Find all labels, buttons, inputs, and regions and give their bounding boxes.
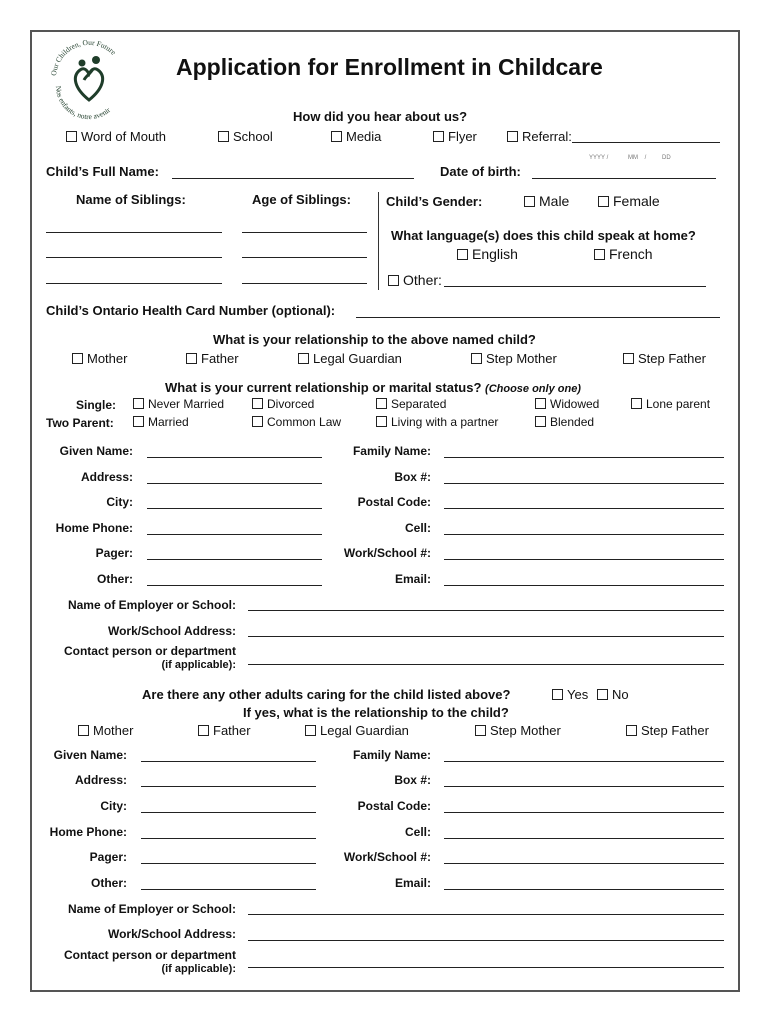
family-name-label: Family Name: [352, 444, 431, 458]
gender-female[interactable]: Female [598, 193, 660, 209]
adult-home-phone-label: Home Phone: [49, 825, 127, 839]
if-yes-question: If yes, what is the relationship to the child? [243, 705, 509, 720]
work-address-field[interactable] [248, 636, 724, 637]
postal-code-field[interactable] [444, 508, 724, 509]
adult-city-label: City: [100, 799, 127, 813]
adult-relationship-mother[interactable]: Mother [78, 723, 133, 738]
dob-hint-day: DD [662, 155, 671, 161]
adult-family-name-label: Family Name: [352, 748, 431, 762]
adult-other-field[interactable] [141, 889, 316, 890]
sibling-age-field-2[interactable] [242, 257, 367, 258]
hear-option-word-of-mouth[interactable]: Word of Mouth [66, 129, 166, 144]
dob-label: Date of birth: [440, 164, 521, 179]
child-full-name-label: Child’s Full Name: [46, 164, 159, 179]
pager-field[interactable] [147, 559, 322, 560]
status-common-law[interactable]: Common Law [252, 415, 341, 429]
checkbox-icon [388, 275, 399, 286]
email-label: Email: [394, 572, 431, 586]
dob-hint-month: MM / [628, 155, 647, 161]
sibling-name-field-3[interactable] [46, 283, 222, 284]
hear-question: How did you hear about us? [293, 109, 468, 124]
adult-box-label: Box #: [394, 773, 431, 787]
checkbox-icon [631, 398, 642, 409]
hear-option-media[interactable]: Media [331, 129, 381, 144]
language-question: What language(s) does this child speak at home? [391, 228, 696, 243]
status-never-married[interactable]: Never Married [133, 397, 224, 411]
health-card-label: Child’s Ontario Health Card Number (optional): [46, 303, 336, 318]
email-field[interactable] [444, 585, 724, 586]
checkbox-icon [252, 398, 263, 409]
adult-work-school-number-label: Work/School #: [343, 850, 431, 864]
checkbox-icon [72, 353, 83, 364]
checkbox-icon [133, 416, 144, 427]
checkbox-icon [594, 249, 605, 260]
adult-if-applicable-label: (if applicable): [161, 963, 236, 975]
checkbox-icon [433, 131, 444, 142]
language-other[interactable]: Other: [388, 272, 442, 288]
heart-figures-icon [46, 36, 130, 120]
checkbox-icon [552, 689, 563, 700]
adult-contact-person-label: Contact person or department [63, 948, 236, 962]
adult-employer-field[interactable] [248, 914, 724, 915]
siblings-name-label: Name of Siblings: [76, 192, 186, 207]
dob-field[interactable] [532, 178, 716, 179]
checkbox-icon [626, 725, 637, 736]
adult-work-address-label: Work/School Address: [107, 927, 236, 941]
two-parent-label: Two Parent: [46, 416, 114, 430]
siblings-age-label: Age of Siblings: [252, 192, 351, 207]
dob-hint-year: YYYY / [589, 155, 609, 161]
checkbox-icon [623, 353, 634, 364]
checkbox-icon [133, 398, 144, 409]
marital-note: (Choose only one) [485, 383, 581, 395]
status-separated[interactable]: Separated [376, 397, 446, 411]
adult-relationship-father[interactable]: Father [198, 723, 251, 738]
checkbox-icon [597, 689, 608, 700]
language-other-field[interactable] [444, 286, 706, 287]
box-label: Box #: [394, 470, 431, 484]
relationship-step-mother[interactable]: Step Mother [471, 351, 557, 366]
child-full-name-field[interactable] [172, 178, 414, 179]
checkbox-icon [524, 196, 535, 207]
adult-relationship-step-mother[interactable]: Step Mother [475, 723, 561, 738]
adult-relationship-step-father[interactable]: Step Father [626, 723, 709, 738]
pager-label: Pager: [95, 546, 133, 560]
page-title: Application for Enrollment in Childcare [176, 54, 603, 80]
adult-address-label: Address: [74, 773, 127, 787]
city-label: City: [106, 495, 133, 509]
box-field[interactable] [444, 483, 724, 484]
language-french[interactable]: French [594, 246, 653, 262]
relationship-father[interactable]: Father [186, 351, 239, 366]
sibling-age-field-3[interactable] [242, 283, 367, 284]
single-label: Single: [76, 398, 117, 412]
status-married[interactable]: Married [133, 415, 189, 429]
adult-box-field[interactable] [444, 786, 724, 787]
other-adults-yes[interactable]: Yes [552, 687, 588, 702]
adult-address-field[interactable] [141, 786, 316, 787]
marital-question [165, 380, 581, 395]
relationship-legal-guardian[interactable]: Legal Guardian [298, 351, 402, 366]
adult-employer-label: Name of Employer or School: [67, 902, 236, 916]
adult-pager-label: Pager: [89, 850, 127, 864]
checkbox-icon [252, 416, 263, 427]
contact-person-field[interactable] [248, 664, 724, 665]
marital-question-text: What is your current relationship or marital status? [165, 380, 482, 395]
home-phone-field[interactable] [147, 534, 322, 535]
checkbox-icon [475, 725, 486, 736]
hear-option-flyer[interactable]: Flyer [433, 129, 477, 144]
employer-field[interactable] [248, 610, 724, 611]
checkbox-icon [471, 353, 482, 364]
adult-cell-label: Cell: [404, 825, 431, 839]
checkbox-icon [78, 725, 89, 736]
svg-text:Our Children, Our Future: Our Children, Our Future [48, 37, 118, 77]
status-blended[interactable]: Blended [535, 415, 594, 429]
if-applicable-label: (if applicable): [161, 659, 236, 671]
cell-field[interactable] [444, 534, 724, 535]
gender-male[interactable]: Male [524, 193, 569, 209]
hear-option-school[interactable]: School [218, 129, 273, 144]
adult-work-school-number-field[interactable] [444, 863, 724, 864]
checkbox-icon [186, 353, 197, 364]
checkbox-icon [535, 416, 546, 427]
checkbox-icon [507, 131, 518, 142]
family-name-field[interactable] [444, 457, 724, 458]
adult-email-field[interactable] [444, 889, 724, 890]
checkbox-icon [298, 353, 309, 364]
other-adults-question: Are there any other adults caring for the child listed above? [142, 687, 511, 702]
relationship-step-father[interactable]: Step Father [623, 351, 706, 366]
checkbox-icon [198, 725, 209, 736]
checkbox-icon [66, 131, 77, 142]
checkbox-icon [535, 398, 546, 409]
other-label: Other: [97, 572, 133, 586]
postal-code-label: Postal Code: [357, 495, 431, 509]
address-label: Address: [80, 470, 133, 484]
column-divider [378, 192, 379, 290]
home-phone-label: Home Phone: [55, 521, 133, 535]
status-divorced[interactable]: Divorced [252, 397, 314, 411]
gender-label: Child’s Gender: [386, 194, 483, 209]
logo [46, 36, 130, 120]
checkbox-icon [598, 196, 609, 207]
adult-postal-code-field[interactable] [444, 812, 724, 813]
checkbox-icon [376, 416, 387, 427]
given-name-field[interactable] [147, 457, 322, 458]
language-english[interactable]: English [457, 246, 518, 262]
adult-other-label: Other: [91, 876, 127, 890]
adult-city-field[interactable] [141, 812, 316, 813]
given-name-label: Given Name: [59, 444, 133, 458]
other-field[interactable] [147, 585, 322, 586]
status-widowed[interactable]: Widowed [535, 397, 599, 411]
status-living-with-partner[interactable]: Living with a partner [376, 415, 498, 429]
contact-person-label: Contact person or department [63, 644, 236, 658]
adult-given-name-field[interactable] [141, 761, 316, 762]
cell-label: Cell: [404, 521, 431, 535]
adult-family-name-field[interactable] [444, 761, 724, 762]
work-school-number-field[interactable] [444, 559, 724, 560]
sibling-name-field-2[interactable] [46, 257, 222, 258]
adult-contact-person-field[interactable] [248, 967, 724, 968]
adult-cell-field[interactable] [444, 838, 724, 839]
checkbox-icon [376, 398, 387, 409]
hear-option-referral[interactable]: Referral: [507, 129, 572, 144]
other-adults-no[interactable]: No [597, 687, 629, 702]
checkbox-icon [218, 131, 229, 142]
city-field[interactable] [147, 508, 322, 509]
adult-pager-field[interactable] [141, 863, 316, 864]
employer-label: Name of Employer or School: [67, 598, 236, 612]
adult-home-phone-field[interactable] [141, 838, 316, 839]
sibling-age-field-1[interactable] [242, 232, 367, 233]
adult-postal-code-label: Postal Code: [357, 799, 431, 813]
svg-text:Nos enfants, notre avenir: Nos enfants, notre avenir [53, 85, 112, 120]
work-address-label: Work/School Address: [107, 624, 236, 638]
work-school-number-label: Work/School #: [343, 546, 431, 560]
referral-field[interactable] [572, 142, 720, 143]
adult-given-name-label: Given Name: [53, 748, 127, 762]
relationship-mother[interactable]: Mother [72, 351, 127, 366]
adult-relationship-legal-guardian[interactable]: Legal Guardian [305, 723, 409, 738]
relationship-question: What is your relationship to the above named child? [213, 332, 536, 347]
adult-email-label: Email: [394, 876, 431, 890]
status-lone-parent[interactable]: Lone parent [631, 397, 710, 411]
checkbox-icon [331, 131, 342, 142]
health-card-field[interactable] [356, 317, 720, 318]
adult-work-address-field[interactable] [248, 940, 724, 941]
sibling-name-field-1[interactable] [46, 232, 222, 233]
address-field[interactable] [147, 483, 322, 484]
checkbox-icon [457, 249, 468, 260]
checkbox-icon [305, 725, 316, 736]
